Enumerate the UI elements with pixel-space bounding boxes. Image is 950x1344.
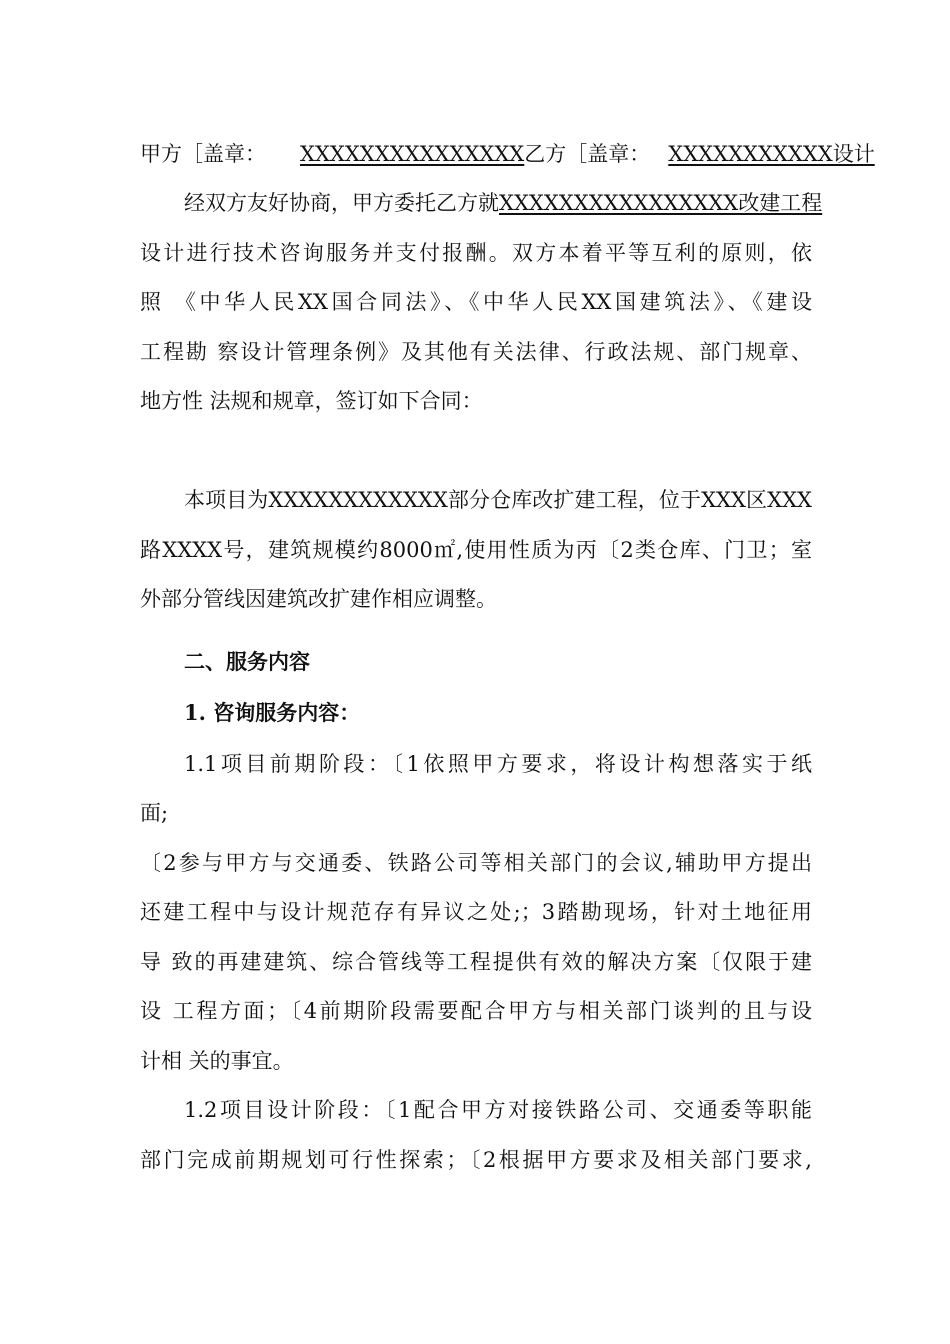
s11-line-3: 〔2参与甲方与交通委、铁路公司等相关部门的会议,辅助甲方提出 bbox=[140, 851, 812, 875]
party-a-name: XXXXXXXXXXXXXXX bbox=[300, 142, 525, 166]
s11-line-1: 1.1项目前期阶段：〔1依照甲方要求，将设计构想落实于纸 bbox=[184, 752, 812, 776]
project-line-3: 外部分管线因建筑改扩建作相应调整。 bbox=[140, 587, 497, 611]
intro-line-1 bbox=[184, 188, 823, 218]
s11-line-5: 导 致的再建建筑、综合管线等工程提供有效的解决方案〔仅限于建 bbox=[140, 950, 812, 974]
party-a-label: 甲方［盖章： bbox=[140, 142, 266, 166]
project-line-1: 本项目为XXXXXXXXXXXX部分仓库改扩建工程，位于XXX区XXX bbox=[184, 488, 812, 512]
intro-line-3: 照 《中华人民XX国合同法》、《中华人民XX国建筑法》、《建设 bbox=[140, 290, 812, 314]
party-b-name: XXXXXXXXXXX设计 bbox=[668, 142, 875, 166]
intro-line-2: 设计进行技术咨询服务并支付报酬。双方本着平等互利的原则，依 bbox=[140, 241, 812, 265]
subsection-title: 1. 咨询服务内容： bbox=[184, 700, 361, 725]
section-title: 二、服务内容 bbox=[184, 649, 310, 674]
intro-text: 经双方友好协商，甲方委托乙方就 bbox=[184, 191, 499, 215]
header-signature-line bbox=[140, 139, 875, 169]
s11-line-6: 设 工程方面；〔4前期阶段需要配合甲方与相关部门谈判的且与设 bbox=[140, 999, 812, 1023]
intro-line-4: 工程勘 察设计管理条例》及其他有关法律、行政法规、部门规章、 bbox=[140, 340, 812, 364]
s11-line-2: 面; bbox=[140, 801, 169, 825]
s12-line-2: 部门完成前期规划可行性探索；〔2根据甲方要求及相关部门要求, bbox=[140, 1148, 812, 1172]
project-name-underlined: XXXXXXXXXXXXXXXX改建工程 bbox=[499, 191, 823, 215]
party-b-label: 乙方［盖章： bbox=[524, 142, 651, 166]
intro-line-5: 地方性 法规和规章，签订如下合同： bbox=[140, 389, 483, 413]
s11-line-7: 计相 关的事宜。 bbox=[140, 1049, 294, 1073]
s11-line-4: 还建工程中与设计规范存有异议之处;；3踏勘现场，针对土地征用 bbox=[140, 900, 812, 924]
s12-line-1: 1.2项目设计阶段：〔1配合甲方对接铁路公司、交通委等职能 bbox=[184, 1098, 812, 1122]
project-line-2: 路XXXX号，建筑规模约8000㎡,使用性质为丙〔2类仓库、门卫；室 bbox=[140, 538, 812, 562]
